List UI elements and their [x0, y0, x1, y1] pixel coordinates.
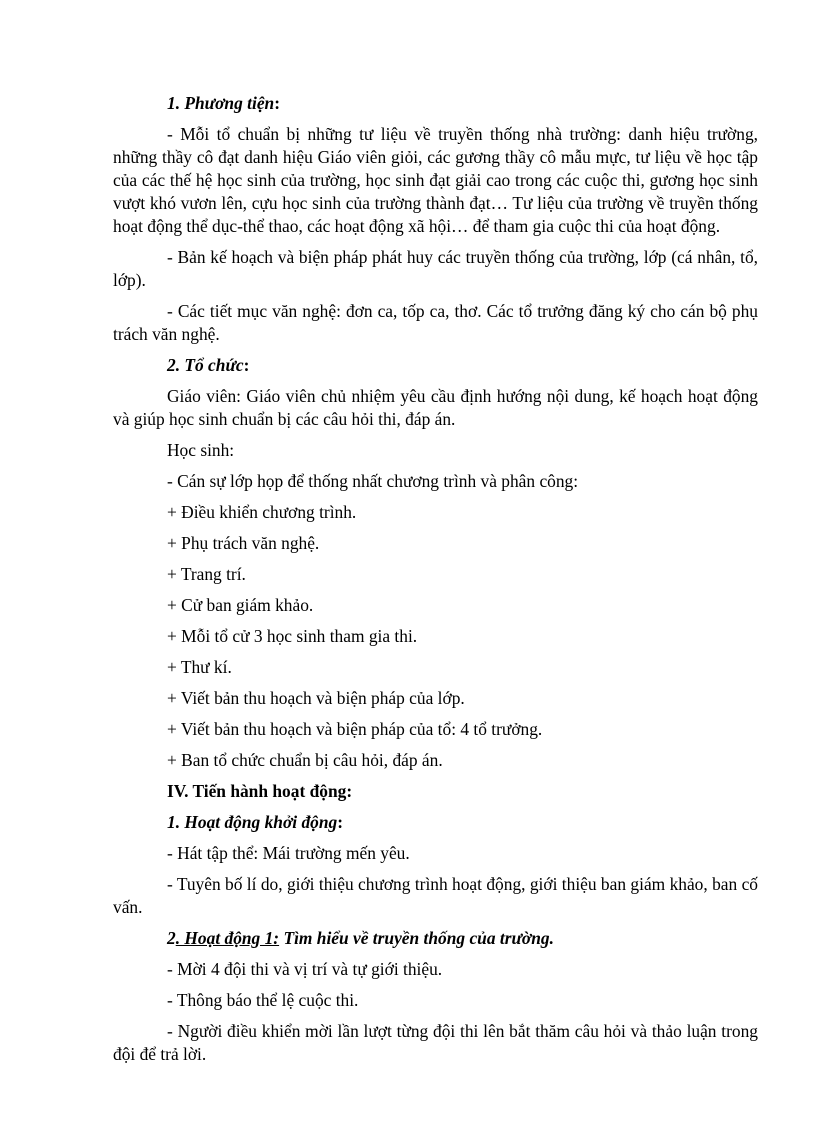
- task-item: + Viết bản thu hoạch và biện pháp của tổ: 4 tổ trưởng.: [167, 719, 543, 739]
- heading-to-chuc-text: 2. Tổ chức: [167, 355, 244, 375]
- khoi-dong-item-1: - Hát tập thể: Mái trường mến yêu.: [167, 843, 410, 863]
- hoat-dong-1-label: . Hoạt động 1:: [175, 928, 280, 948]
- phuong-tien-item-2: - Bản kế hoạch và biện pháp phát huy các truyền thống của trường, lớp (cá nhân, tổ, lớp).: [113, 247, 758, 290]
- document-body: [113, 92, 758, 1066]
- khoi-dong-item-2: - Tuyên bố lí do, giới thiệu chương trình hoạt động, giới thiệu ban giám khảo, ban cố vấn.: [113, 874, 758, 917]
- task-item: + Mỗi tổ cử 3 học sinh tham gia thi.: [167, 626, 418, 646]
- heading-khoi-dong-text: 1. Hoạt động khởi động: [167, 812, 338, 832]
- hoat-dong-1-number: 2: [167, 928, 176, 948]
- task-item: + Viết bản thu hoạch và biện pháp của lớp.: [167, 688, 465, 708]
- heading-to-chuc: [113, 354, 758, 377]
- to-chuc-students-label: Học sinh:: [167, 440, 235, 460]
- task-item: + Thư kí.: [167, 657, 232, 677]
- task-item: + Phụ trách văn nghệ.: [167, 533, 320, 553]
- heading-to-chuc-colon: :: [243, 355, 250, 375]
- heading-phuong-tien-colon: :: [274, 93, 281, 113]
- heading-phuong-tien: [113, 92, 758, 115]
- phuong-tien-item-3: - Các tiết mục văn nghệ: đơn ca, tốp ca, thơ. Các tổ trưởng đăng ký cho cán bộ phụ trách văn nghệ.: [113, 301, 758, 344]
- heading-khoi-dong: [113, 811, 758, 834]
- task-item: + Ban tổ chức chuẩn bị câu hỏi, đáp án.: [167, 750, 443, 770]
- hoat-dong-1-item-1: - Mời 4 đội thi và vị trí và tự giới thiệu.: [167, 959, 443, 979]
- task-item: + Điều khiển chương trình.: [167, 502, 357, 522]
- phuong-tien-item-1: - Mỗi tổ chuẩn bị những tư liệu về truyền thống nhà trường: danh hiệu trường, những thầy cô đạt danh hiệu Giáo viên giỏi, các gương thầy cô mẫu mực, tư liệu về học tập của các thế hệ học sinh của trường, học sinh đạt giải cao trong các cuộc thi, gương học sinh vượt khó vươn lên, cựu học sinh của trường thành đạt… Tư liệu của trường về truyền thống hoạt động thể dục-thể thao, các hoạt động xã hội… để tham gia cuộc thi của hoạt động.: [113, 124, 758, 236]
- hoat-dong-1-title: Tìm hiểu về truyền thống của trường.: [279, 928, 554, 948]
- heading-hoat-dong-1: [113, 927, 758, 950]
- task-item: + Trang trí.: [167, 564, 246, 584]
- to-chuc-students-intro: - Cán sự lớp họp để thống nhất chương trình và phân công:: [167, 471, 579, 491]
- hoat-dong-1-item-3: - Người điều khiển mời lần lượt từng đội thi lên bắt thăm câu hỏi và thảo luận trong đội để trả lời.: [113, 1021, 758, 1064]
- hoat-dong-1-item-2: - Thông báo thể lệ cuộc thi.: [167, 990, 359, 1010]
- heading-khoi-dong-colon: :: [337, 812, 344, 832]
- task-item: + Cử ban giám khảo.: [167, 595, 314, 615]
- to-chuc-teacher: Giáo viên: Giáo viên chủ nhiệm yêu cầu định hướng nội dung, kế hoạch hoạt động và giúp học sinh chuẩn bị các câu hỏi thi, đáp án.: [113, 386, 758, 429]
- heading-tien-hanh: IV. Tiến hành hoạt động:: [167, 781, 353, 801]
- heading-phuong-tien-text: 1. Phương tiện: [167, 93, 275, 113]
